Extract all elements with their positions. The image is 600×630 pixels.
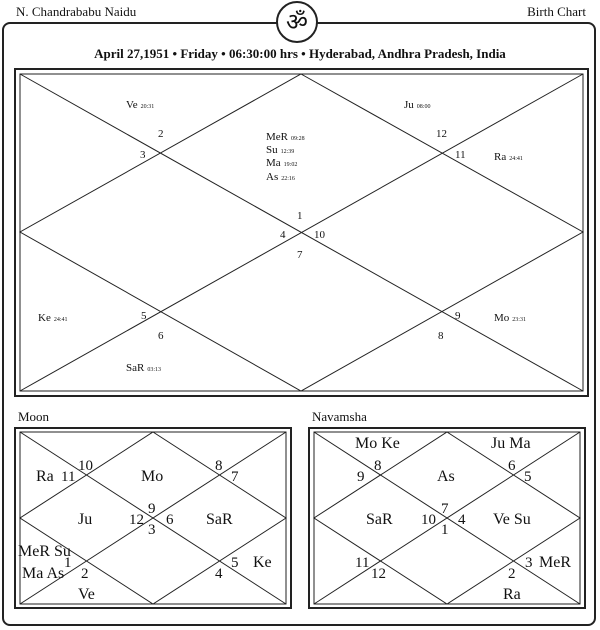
house-number: 12 — [371, 566, 386, 582]
house-number: 2 — [158, 128, 164, 140]
house-number: 2 — [81, 566, 89, 582]
house-number: 9 — [357, 469, 365, 485]
planet-su: Su 12:39 — [266, 144, 295, 156]
house-number: 12 — [436, 128, 447, 140]
planet-ke: Ke 24:41 — [38, 312, 68, 324]
planet: Mo Ke — [355, 435, 400, 452]
house-number: 4 — [458, 512, 466, 528]
planet: Ra — [503, 586, 521, 603]
house-number: 10 — [421, 512, 436, 528]
planet-ra: Ra 24:41 — [494, 151, 523, 163]
house-number: 6 — [158, 330, 164, 342]
house-number: 10 — [78, 458, 93, 474]
planet-as: As 22:16 — [266, 171, 295, 183]
house-number: 9 — [455, 310, 461, 322]
native-name: N. Chandrababu Naidu — [16, 4, 137, 19]
navamsha-chart-label: Navamsha — [312, 409, 367, 424]
house-number: 10 — [314, 229, 325, 241]
planet: Ra — [36, 468, 54, 485]
house-number: 9 — [148, 501, 156, 517]
house-number: 12 — [129, 512, 144, 528]
house-number: 2 — [508, 566, 516, 582]
house-number: 8 — [374, 458, 382, 474]
planet: MeR — [539, 554, 571, 571]
planet: Ju Ma — [491, 435, 531, 452]
planet-ju: Ju 08:00 — [404, 99, 431, 111]
house-number: 1 — [297, 210, 303, 222]
house-number: 11 — [355, 555, 370, 571]
birth-details: April 27,1951 • Friday • 06:30:00 hrs • Hyderabad, Andhra Pradesh, India — [94, 46, 506, 61]
house-number: 11 — [455, 149, 466, 161]
planet: Ke — [253, 554, 272, 571]
planet: MeR Su — [18, 543, 71, 560]
house-number: 7 — [231, 469, 239, 485]
planet: SaR — [366, 511, 393, 528]
om-icon: ॐ — [276, 1, 318, 43]
planet: SaR — [206, 511, 233, 528]
planet-sar: SaR 03:13 — [126, 362, 162, 374]
house-number: 6 — [508, 458, 516, 474]
house-number: 3 — [525, 555, 533, 571]
planet: Ma As — [22, 565, 65, 582]
house-number: 3 — [140, 149, 146, 161]
house-number: 7 — [441, 501, 449, 517]
planet-ma: Ma 19:02 — [266, 157, 298, 169]
house-number: 4 — [215, 566, 223, 582]
house-number: 8 — [438, 330, 444, 342]
house-number: 1 — [441, 522, 449, 538]
house-number: 7 — [297, 249, 303, 261]
planet: Ju — [78, 511, 93, 528]
planet: Ve Su — [493, 511, 531, 528]
chart-type-title: Birth Chart — [527, 4, 586, 19]
house-number: 5 — [141, 310, 147, 322]
planet-ve: Ve 20:31 — [126, 99, 155, 111]
house-number: 5 — [524, 469, 532, 485]
planet: Ve — [78, 586, 95, 603]
planet: As — [437, 468, 455, 485]
house-number: 5 — [231, 555, 239, 571]
planet-mer: MeR 09:28 — [266, 131, 305, 143]
planet: Mo — [141, 468, 164, 485]
house-number: 3 — [148, 522, 156, 538]
house-number: 1 — [64, 555, 72, 571]
planet-mo: Mo 23:31 — [494, 312, 526, 324]
main-chart — [15, 69, 588, 396]
house-number: 4 — [280, 229, 286, 241]
navamsha-chart — [309, 428, 585, 608]
house-number: 11 — [61, 469, 76, 485]
house-number: 8 — [215, 458, 223, 474]
moon-chart-label: Moon — [18, 409, 50, 424]
house-number: 6 — [166, 512, 174, 528]
